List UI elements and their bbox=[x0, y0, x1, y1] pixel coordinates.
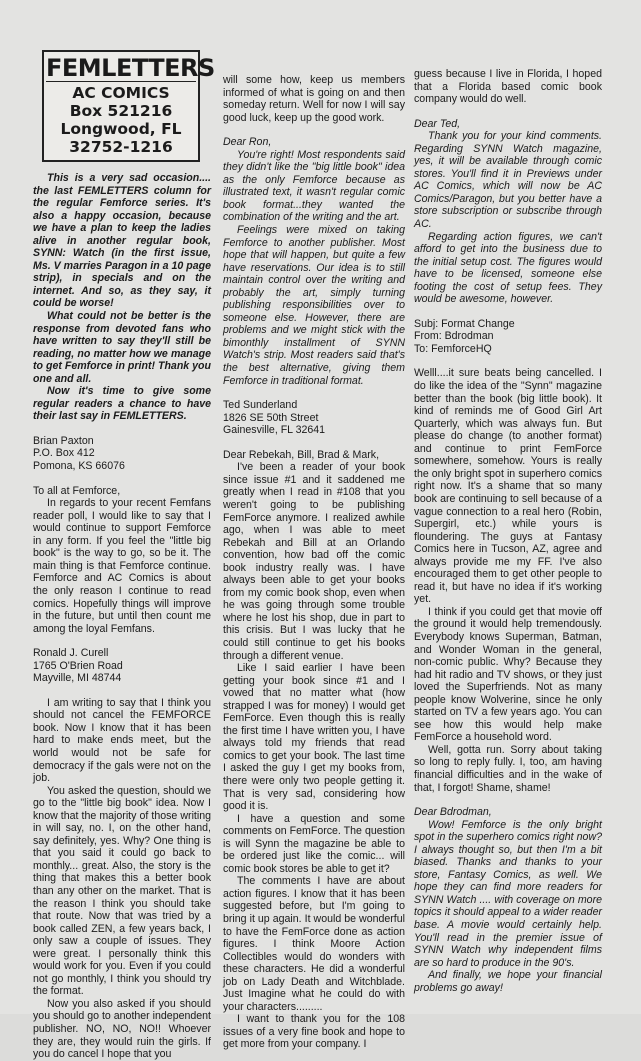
letter-address bbox=[33, 435, 211, 473]
letter-address bbox=[223, 399, 405, 437]
intro-paragraph: This is a very sad occasion.... the last FEMLETTERS column for the regular Femforce series. It's also a happy occasion, because we have a plan to keep the ladies alive in another regular book, SYNN: Watch (in the first issue, Ms. V marries Paragon in a 10 page strip), in specials and on the internet. And so, as they say, it could be worse! bbox=[33, 172, 211, 310]
letter-paragraph: Like I said earlier I have been getting your book since #1 and I vowed that no matter what (how strapped I was for money) I would get FemForce. Even though this is really the first time I have written you, I have always told my friends that read comics to get your book. The last time I asked the guy I get my books from, there were only two people getting it. That is very sad, considering how good it is. bbox=[223, 662, 405, 813]
email-to: To: FemforceHQ bbox=[414, 342, 492, 355]
sender-city: Mayville, MI 48744 bbox=[33, 672, 122, 685]
column-1 bbox=[33, 50, 215, 1061]
email-header bbox=[414, 318, 602, 356]
intro-paragraph: What could not be better is the response from devoted fans who have written to say they'll still be reading, no matter how we manage to get Femforce in print! Thank you one and all. bbox=[33, 310, 211, 385]
intro-paragraph: Now it's time to give some regular readers a chance to have their last say in FEMLETTERS. bbox=[33, 385, 211, 423]
reply-paragraph: Wow! Femforce is the only bright spot in the superhero comics right now? I always thought so, but then I'm a bit biased. Thanks and thanks to your store, Fantasy Comics, as well. We hope they can find more readers for SYNN Watch .... with coverage on more topics it should appeal to a wider reader base. A movie would certainly help. You'll read in the premier issue of SYNN Watch why independent films are so hard to produce in the 90's. bbox=[414, 818, 602, 969]
sender-name: Ted Sunderland bbox=[223, 399, 298, 412]
sender-street: 1765 O'Brien Road bbox=[33, 659, 123, 672]
sender-city: Gainesville, FL 32641 bbox=[223, 424, 326, 437]
letter-paragraph: In regards to your recent Femfans reader poll, I would like to say that I would continue to support Femforce in any form. If you feel the "little big book" is the way to go, so be it. The main thing is that Femforce continue. Femforce and AC Comics is about the only reason I continue to read comics. Hopefully things will improve in the future, but until then count me among the loyal Femfans. bbox=[33, 497, 211, 635]
letter-paragraph: I have a question and some comments on FemForce. The question is will Synn the magazine be able to be ordered just like the comic... will comic book stores be able to get it? bbox=[223, 812, 405, 875]
letter-paragraph: will some how, keep us members informed of what is going on and then someday return. Well for now I will say good luck, keep up the good work. bbox=[223, 74, 405, 124]
letter-paragraph: I am writing to say that I think you should not cancel the FEMFORCE book. Now I know that it has been hard to make ends meet, but the world would not be safe for democracy if the gals were not on the job. bbox=[33, 696, 211, 785]
sender-name: Brian Paxton bbox=[33, 434, 94, 447]
letter-paragraph: guess because I live in Florida, I hoped that a Florida based comic book company would do well. bbox=[414, 68, 602, 106]
letter-paragraph: I want to thank you for the 108 issues of a very fine book and hope to get more from your company. I bbox=[223, 1013, 405, 1051]
letter-paragraph: The comments I have are about action figures. I know that it has been suggested before, but I'm going to bring it up again. It would be wonderful to have the FemForce done as action figures. I think Moore Action Collectibles would do wonders with these characters. He did a wonderful job on Lady Death and Witchblade. Just Imagine what he could do with your characters......... bbox=[223, 875, 405, 1013]
email-subject: Subj: Format Change bbox=[414, 317, 515, 330]
banner-city: Longwood, FL bbox=[60, 120, 182, 138]
column-3 bbox=[414, 68, 602, 994]
banner-box: Box 521216 bbox=[69, 102, 173, 120]
reply-paragraph: You're right! Most respondents said they didn't like the "big little book" idea as the only Femforce because as illustrated text, it wasn't regular comic book format...they wanted the combination of the writing and the art. bbox=[223, 148, 405, 224]
banner-publisher: AC COMICS bbox=[72, 84, 170, 102]
reply-salutation: Dear Ted, bbox=[414, 117, 461, 130]
letter-paragraph: Well, gotta run. Sorry about taking so long to reply fully. I, too, am having financial difficulties and in the wake of that, I forgot! Shame, shame! bbox=[414, 743, 602, 794]
column-2 bbox=[223, 74, 405, 1051]
email-from: From: Bdrodman bbox=[414, 330, 494, 343]
sender-name: Ronald J. Curell bbox=[33, 647, 109, 660]
reply-paragraph: Feelings were mixed on taking Femforce to another publisher. Most hope that will happen, but quite a few have reservations. Our idea is to still maintain control over the writing and probably the art, simply turning publishing responsibilities over to someone else. However, there are problems and we might stick with the bimonthly installment of SYNN Watch's strip. Most readers said that's the best alternative, giving them Femforce in traditional format. bbox=[223, 224, 405, 387]
banner-title: FEMLETTERS bbox=[46, 54, 215, 82]
sender-street: 1826 SE 50th Street bbox=[223, 411, 319, 424]
reply-paragraph: And finally, we hope your financial problems go away! bbox=[414, 969, 602, 994]
letter-paragraph: You asked the question, should we go to the "little big book" idea. Now I know that the majority of those writing in will say, no. I, on the other hand, say definitely, yes. Why? One thing is that you said it could go back to monthly... great. Also, the story is the thing that makes this a better book than any other on the market. That is the reason I think you should take that route. Now that was tried by a book called ZEN, a few years back, I only saw a couple of issues. They were great. I personally think this would work for you. Even if you could not go monthly, I think you should try the format. bbox=[33, 784, 211, 998]
letter-address bbox=[33, 647, 211, 685]
letter-paragraph: I think if you could get that movie off the ground it would help tremendously. Everybody knows Superman, Batman, and Wonder Woman in the general, non-comic public. Why? Because they had hit radio and TV shows, or they just loved the Superfriends. Not as many people know Wolverine, since he only started on TV a few years ago. You can see how this would help make FemForce a household word. bbox=[414, 605, 602, 744]
sender-city: Pomona, KS 66076 bbox=[33, 460, 125, 473]
reply-salutation: Dear Ron, bbox=[223, 136, 272, 149]
letter-paragraph: Now you also asked if you should you should go to another independent publisher. NO, NO, NO!! Whoever they are, they would ruin the girls. If you do cancel I hope that you bbox=[33, 997, 211, 1061]
letter-salutation: To all at Femforce, bbox=[33, 484, 121, 497]
femletters-banner bbox=[42, 50, 215, 162]
reply-paragraph: Thank you for your kind comments. Regarding SYNN Watch magazine, yes, it will be available through comic stores. You'll find it in Previews under AC Comics, which will now be AC Comics/Paragon, but you better have a store subscription or subscribe through AC. bbox=[414, 130, 602, 231]
letter-paragraph: Welll....it sure beats being cancelled. I do like the idea of the "Synn" magazine better than the book (big little book). It kind of reminds me of Good Girl Art Quarterly, which was always fun. But please do change (to another format) and continue to print FemForce somewhere, somehow. Yours is really the only bright spot in superhero comics right now. It's a shame that so many book are continuing to sell because of a vague connection to a real hero (Robin, Supergirl, etc.) while yours is floundering. The guys at Fantasy Comics here in Tucson, AZ, agree and always provide me my FF. I've also encouraged them to get other people to read it, but have no idea if it's working yet. bbox=[414, 367, 602, 606]
letter-salutation: Dear Rebekah, Bill, Brad & Mark, bbox=[223, 448, 380, 461]
sender-street: P.O. Box 412 bbox=[33, 447, 95, 460]
banner-zip: 32752-1216 bbox=[69, 138, 173, 156]
letter-paragraph: I've been a reader of your book since issue #1 and it saddened me greatly when I read in #108 that you weren't going to be publishing FemForce anymore. I realized awhile ago, when I was able to meet Rebekah and Bill at an Orlando convention, how bad off the comic book industry really was. I have always been able to get your books from my comic book shop, even when he was going through some trouble where he lost his shop, due in part to this crisis. But I was lucky that he could still continue to get his books through a different venue. bbox=[223, 461, 405, 662]
reply-paragraph: Regarding action figures, we can't afford to get into the business due to the initial setup cost. The figures would have to be licensed, someone else footing the cost of setup fees. They would be awesome, however. bbox=[414, 230, 602, 306]
reply-salutation: Dear Bdrodman, bbox=[414, 806, 492, 819]
